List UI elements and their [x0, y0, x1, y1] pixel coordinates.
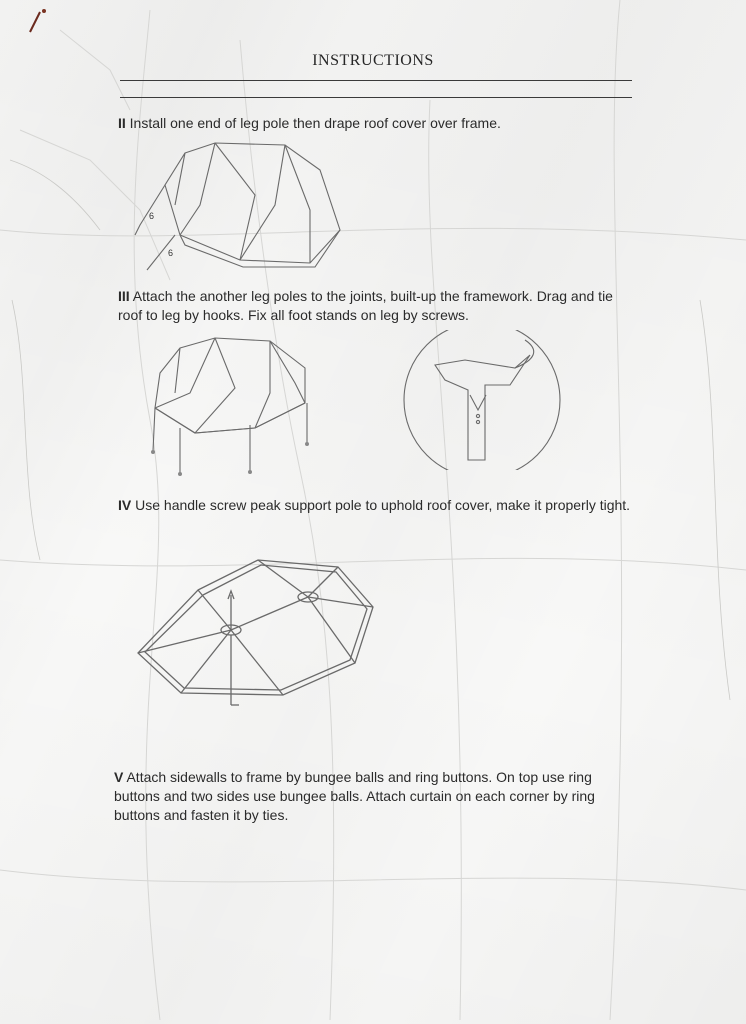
pen-mark-icon	[30, 12, 40, 32]
step-4-text	[118, 496, 638, 515]
title-rule-bottom	[120, 97, 632, 98]
step-3-body: Attach the another leg poles to the joints, built-up the framework. Drag and tie roof to leg by hooks. Fix all foot stands on leg by screws.	[118, 288, 613, 323]
title-rule-top	[120, 80, 632, 81]
step-5-text	[114, 768, 634, 825]
step-4-body: Use handle screw peak support pole to uphold roof cover, make it properly tight.	[135, 497, 631, 513]
step-2-numeral: II	[118, 115, 126, 131]
step-2-text	[118, 114, 638, 133]
figure-step-2-frame	[125, 135, 355, 275]
figure-step-3-hook-detail	[400, 330, 570, 470]
step-2-body: Install one end of leg pole then drape roof cover over frame.	[129, 115, 501, 131]
figure-step-4-roof-frame	[133, 555, 383, 710]
leg-label-a: 6	[149, 211, 155, 221]
page-title: INSTRUCTIONS	[312, 52, 434, 69]
step-5-numeral: V	[114, 769, 124, 785]
step-4-numeral: IV	[118, 497, 132, 513]
step-3-numeral: III	[118, 288, 130, 304]
leg-label-b: 6	[168, 248, 174, 258]
step-5-body: Attach sidewalls to frame by bungee balls and ring buttons. On top use ring buttons and two sides use bungee balls. Attach curtain on each corner by ring buttons and fasten it by ties.	[114, 769, 595, 823]
figure-step-3-framework	[145, 333, 320, 483]
step-3-text	[118, 287, 638, 325]
